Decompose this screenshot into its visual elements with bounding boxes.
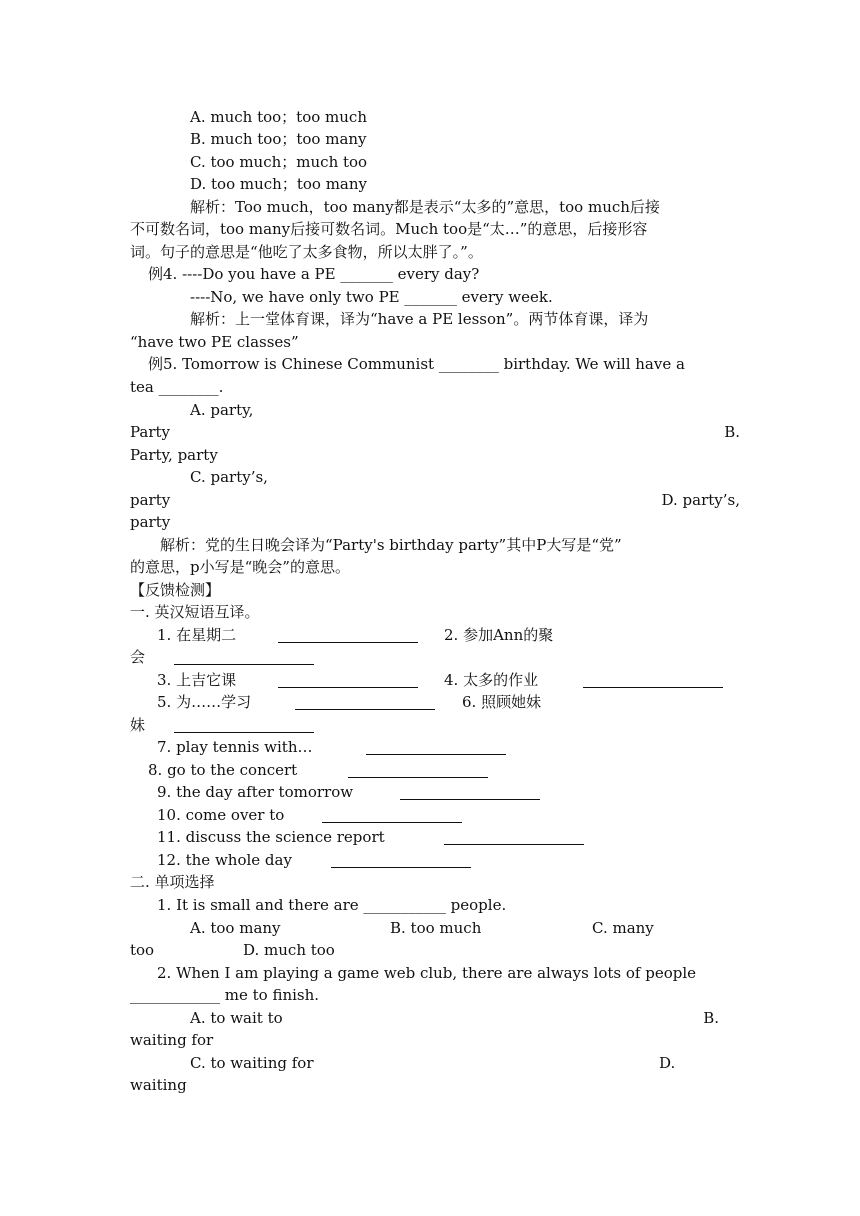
phrase-item: 4. 太多的作业 [444,671,539,689]
option-a: A. much too；too much [190,108,367,126]
phrase-item: 妹 [130,716,146,734]
phrase-item: 12. the whole day [157,851,292,869]
option-text: party [130,491,171,509]
question-2: ____________ me to finish. [130,986,320,1004]
answer-blank[interactable] [174,717,314,733]
phrase-item: 10. come over to [157,806,285,824]
answer-blank[interactable] [348,762,488,778]
phrase-item: 1. 在星期二 [157,626,237,644]
phrase-item: 11. discuss the science report [157,828,385,846]
analysis-text: 不可数名词，too many后接可数名词。Much too是“太…”的意思，后接形容 [130,220,648,238]
option-d: party [130,513,171,531]
phrase-item: 会 [130,648,146,666]
section-title: 一. 英汉短语互译。 [130,603,260,621]
answer-blank[interactable] [278,672,418,688]
option-d: waiting [130,1076,187,1094]
option-d: D. much too [243,941,335,959]
analysis-text: 解析：党的生日晚会译为“Party's birthday party”其中P大写是“党” [160,536,622,554]
option-b-label: B. [703,1009,719,1027]
section-title: 二. 单项选择 [130,873,215,891]
option-c: C. to waiting for [190,1054,314,1072]
option-d-label: D. [659,1054,676,1072]
option-a: A. too many [190,919,281,937]
analysis-text: 词。句子的意思是“他吃了太多食物，所以太胖了。”。 [130,243,483,261]
analysis-text: 的意思，p小写是“晚会”的意思。 [130,558,350,576]
phrase-item: 7. play tennis with… [157,738,313,756]
option-b: waiting for [130,1031,214,1049]
answer-blank[interactable] [331,852,471,868]
option-c: C. many [592,919,654,937]
example-5-question: 例5. Tomorrow is Chinese Communist ________ birthday. We will have a [148,355,685,373]
analysis-text: 解析：上一堂体育课，译为“have a PE lesson”。两节体育课，译为 [190,310,649,328]
option-a: A. party, [190,401,254,419]
example-4-answer: ----No, we have only two PE _______ every week. [190,288,553,306]
answer-blank[interactable] [400,784,540,800]
option-row [130,489,740,511]
phrase-item: 8. go to the concert [148,761,298,779]
answer-blank[interactable] [174,649,314,665]
phrase-item: 5. 为……学习 [157,693,252,711]
analysis-text: 解析：Too much，too many都是表示“太多的”意思，too much后接 [190,198,660,216]
option-d-label: D. party’s, [661,491,740,509]
answer-blank[interactable] [444,829,584,845]
option-row [130,421,740,443]
option-row [190,1007,719,1029]
option-b: B. too much [390,919,482,937]
example-4-question: 例4. ----Do you have a PE _______ every day? [148,265,480,283]
section-heading: 【反馈检测】 [130,581,221,599]
option-text: too [130,941,155,959]
option-c: C. too much；much too [190,153,368,171]
answer-blank[interactable] [366,739,506,755]
option-a: A. to wait to [190,1009,283,1027]
answer-blank[interactable] [583,672,723,688]
option-d: D. too much；too many [190,175,367,193]
option-b-label: B. [724,423,740,441]
phrase-item: 6. 照顾她妹 [462,693,542,711]
option-text: Party [130,423,171,441]
answer-blank[interactable] [295,694,435,710]
option-b: B. much too；too many [190,130,367,148]
option-b: Party, party [130,446,218,464]
phrase-item: 9. the day after tomorrow [157,783,354,801]
answer-blank[interactable] [322,807,462,823]
phrase-item: 2. 参加Ann的聚 [444,626,554,644]
option-c: C. party’s, [190,468,268,486]
question-2: 2. When I am playing a game web club, there are always lots of people [157,964,697,982]
phrase-item: 3. 上吉它课 [157,671,237,689]
question-1: 1. It is small and there are ___________ people. [157,896,507,914]
analysis-text: “have two PE classes” [130,333,299,351]
example-5-question: tea ________. [130,378,224,396]
answer-blank[interactable] [278,627,418,643]
